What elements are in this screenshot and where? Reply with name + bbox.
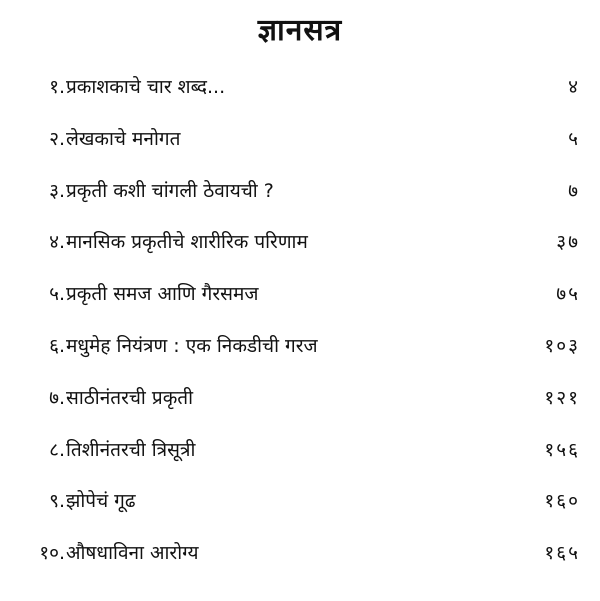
entry-page-number: १६० (544, 490, 580, 513)
toc-entry (0, 124, 600, 176)
entry-number: ५. (49, 283, 65, 306)
toc-entry (0, 72, 600, 124)
entry-number: १. (49, 76, 65, 98)
entry-page-number: १६५ (544, 542, 580, 565)
entry-title: प्रकृती समज आणि गैरसमज (66, 283, 259, 306)
toc-entry (0, 227, 600, 279)
entry-number: ४. (49, 231, 65, 254)
entry-page-number: १५६ (544, 438, 580, 461)
toc-entry (0, 331, 600, 383)
entry-page-number: ७५ (556, 283, 580, 306)
entry-number: ६. (49, 334, 65, 357)
entry-number: ९. (49, 490, 65, 513)
entry-page-number: ५ (568, 127, 580, 150)
entry-title: तिशीनंतरची त्रिसूत्री (66, 438, 196, 461)
entry-number: ८. (49, 438, 65, 461)
entry-title: लेखकाचे मनोगत (66, 127, 181, 150)
entry-number: २. (49, 127, 65, 150)
entry-title: प्रकृती कशी चांगली ठेवायची ? (66, 179, 274, 202)
toc-entry (0, 176, 600, 228)
page-title: ज्ञानसत्र (257, 13, 343, 48)
entry-page-number: १०३ (544, 334, 580, 357)
entry-page-number: १२१ (544, 386, 580, 409)
toc-entry (0, 538, 600, 590)
entry-title: मानसिक प्रकृतीचे शारीरिक परिणाम (66, 231, 308, 254)
entry-page-number: ७ (568, 179, 580, 202)
toc-entry (0, 435, 600, 487)
toc-entry (0, 279, 600, 331)
entry-number: ७. (49, 386, 65, 409)
entry-title: साठीनंतरची प्रकृती (66, 386, 194, 409)
entry-number: १०. (39, 542, 65, 565)
entry-title: औषधाविना आरोग्य (66, 542, 199, 565)
toc-entry (0, 383, 600, 435)
entry-title: झोपेचं गूढ (66, 490, 136, 513)
entry-number: ३. (49, 179, 65, 202)
table-of-contents (0, 72, 600, 590)
entry-page-number: ३७ (556, 231, 580, 254)
entry-title: मधुमेह नियंत्रण : एक निकडीची गरज (66, 334, 318, 357)
toc-entry (0, 486, 600, 538)
entry-title: प्रकाशकाचे चार शब्द... (66, 76, 226, 98)
entry-page-number: ४ (568, 76, 580, 98)
